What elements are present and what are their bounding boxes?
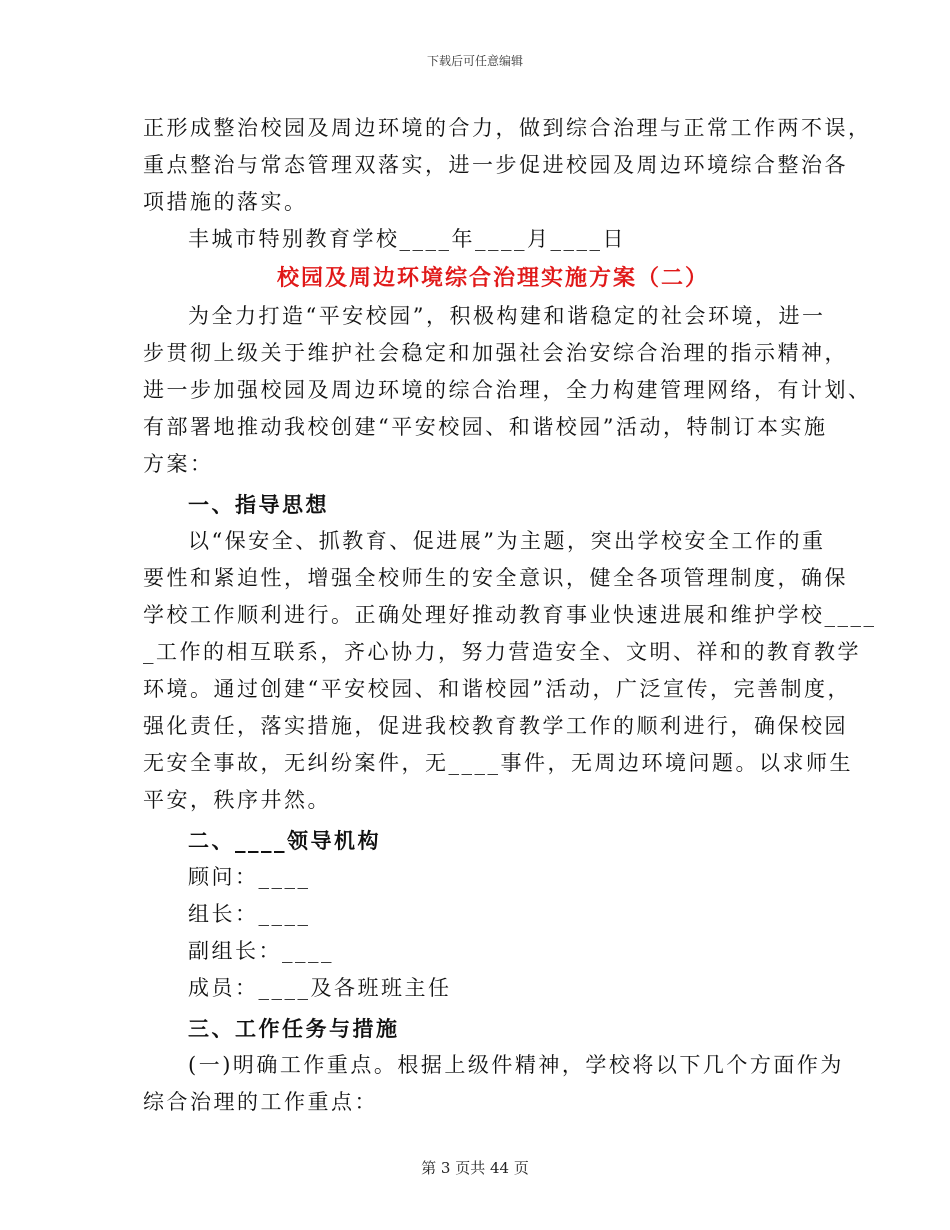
section-heading: 二、____领导机构	[188, 828, 381, 853]
section-line: 综合治理的工作重点：	[143, 1090, 378, 1114]
body-line: 项措施的落实。	[143, 190, 308, 214]
section-line: 无安全事故，无纠纷案件，无____事件，无周边环境问题。以求师生	[143, 751, 853, 775]
role-item: 顾问：____	[188, 865, 311, 889]
section-line: 环境。通过创建“平安校园、和谐校园”活动，广泛宣传，完善制度，	[143, 677, 851, 701]
intro-line: 为全力打造“平安校园”，积极构建和谐稳定的社会环境，进一	[188, 304, 826, 328]
section-line: (一)明确工作重点。根据上级件精神，学校将以下几个方面作为	[188, 1053, 844, 1077]
section-line: _工作的相互联系，齐心协力，努力营造安全、文明、祥和的教育教学	[143, 640, 861, 664]
role-item: 组长：____	[188, 902, 311, 926]
section-line: 以“保安全、抓教育、促进展”为主题，突出学校安全工作的重	[188, 529, 826, 553]
section-heading: 三、工作任务与措施	[188, 1016, 400, 1041]
signature-line: 丰城市特别教育学校____年____月____日	[188, 227, 626, 251]
section-line: 学校工作顺利进行。正确处理好推动教育事业快速进展和维护学校____	[143, 603, 877, 627]
body-line: 正形成整治校园及周边环境的合力，做到综合治理与正常工作两不误，	[143, 116, 872, 140]
document-body	[143, 110, 877, 1121]
section-heading: 一、指导思想	[188, 492, 329, 517]
intro-line: 有部署地推动我校创建“平安校园、和谐校园”活动，特制订本实施	[143, 415, 828, 439]
intro-line: 进一步加强校园及周边环境的综合治理，全力构建管理网络，有计划、	[143, 378, 872, 402]
page-footer: 第 3 页共 44 页	[421, 1159, 529, 1177]
section-line: 强化责任，落实措施，促进我校教育教学工作的顺利进行，确保校园	[143, 714, 848, 738]
section-line: 要性和紧迫性，增强全校师生的安全意识，健全各项管理制度，确保	[143, 566, 848, 590]
body-line: 重点整治与常态管理双落实，进一步促进校园及周边环境综合整治各	[143, 153, 848, 177]
page-header: 下载后可任意编辑	[426, 54, 523, 68]
document-title: 校园及周边环境综合治理实施方案（二）	[276, 265, 709, 291]
intro-line: 步贯彻上级关于维护社会稳定和加强社会治安综合治理的指示精神，	[143, 341, 848, 365]
section-line: 平安，秩序井然。	[143, 788, 331, 812]
intro-line: 方案：	[143, 452, 214, 476]
role-item: 成员：____及各班班主任	[188, 976, 452, 1000]
role-item: 副组长：____	[188, 939, 334, 963]
